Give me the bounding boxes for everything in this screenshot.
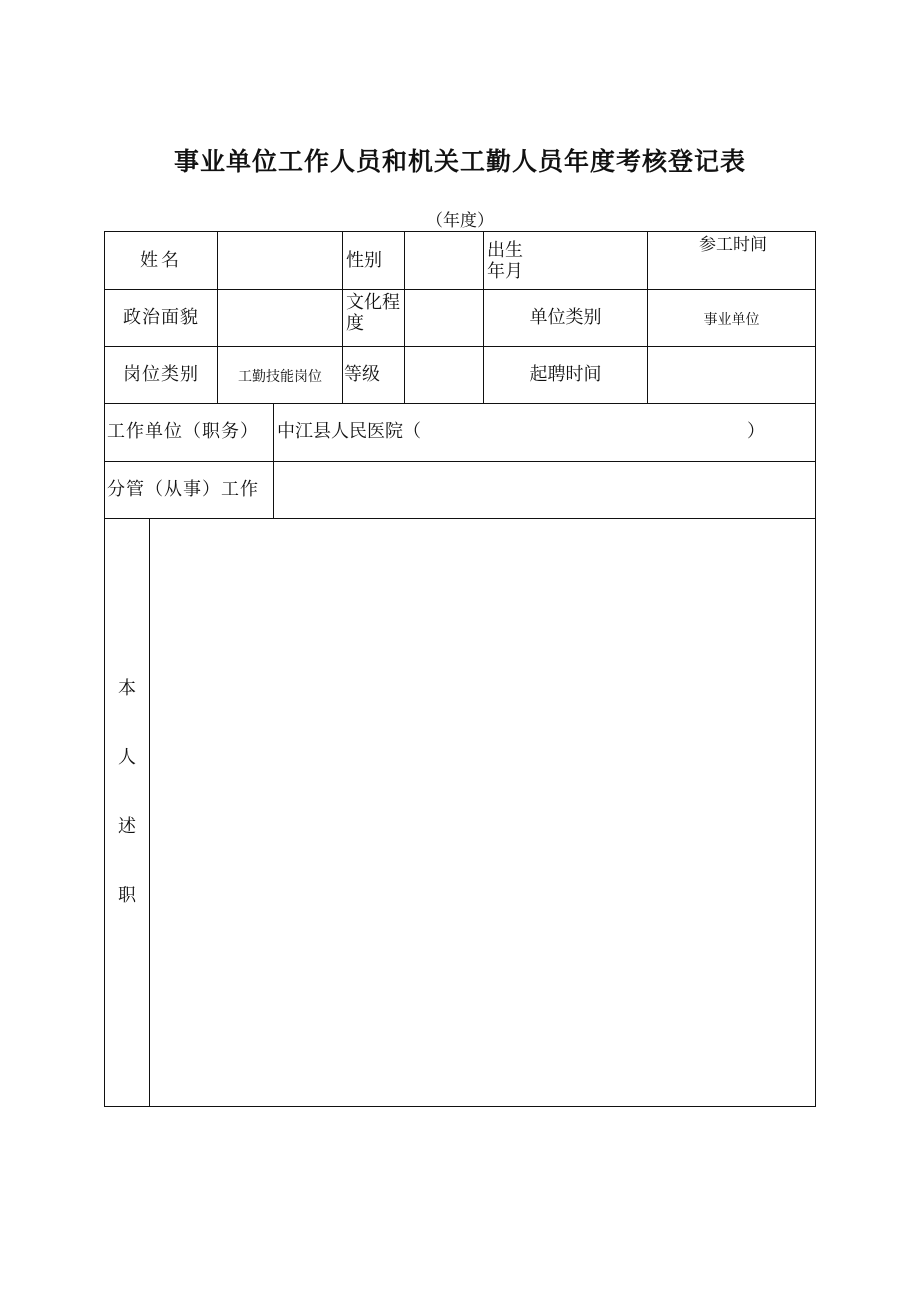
form-title: 事业单位工作人员和机关工勤人员年度考核登记表 <box>173 147 746 176</box>
hire-date-label: 起聘时间 <box>529 364 602 385</box>
gender-field[interactable] <box>405 232 483 289</box>
work-unit-value: 中江县人民医院（ <box>277 421 421 442</box>
self-report-char: 人 <box>118 747 136 768</box>
post-type-label: 岗位类别 <box>123 364 199 385</box>
political-label: 政治面貌 <box>123 307 199 328</box>
grade-field[interactable] <box>405 347 483 403</box>
work-unit-field[interactable] <box>435 404 745 461</box>
work-unit-close: ） <box>747 421 765 442</box>
post-type-value: 工勤技能岗位 <box>238 369 322 385</box>
birth-field[interactable] <box>535 232 647 289</box>
grade-label: 等级 <box>344 364 380 385</box>
unit-type-value: 事业单位 <box>703 312 760 328</box>
managed-work-field[interactable] <box>274 462 815 518</box>
education-label: 文化程 度 <box>346 292 400 334</box>
name-label: 姓名 <box>140 250 182 271</box>
assessment-form <box>104 231 816 1107</box>
managed-work-label: 分管（从事）工作 <box>107 479 259 500</box>
hire-date-field[interactable] <box>648 347 815 403</box>
education-field[interactable] <box>405 290 483 346</box>
unit-type-label: 单位类别 <box>529 307 602 328</box>
self-report-char: 述 <box>118 816 136 837</box>
birth-label: 出生 年月 <box>487 240 523 282</box>
year-label: （年度） <box>426 211 494 231</box>
name-field[interactable] <box>218 232 342 289</box>
col-divider <box>342 232 343 403</box>
work-start-label: 参工时间 <box>699 235 767 255</box>
self-report-char: 本 <box>118 678 136 699</box>
self-report-char: 职 <box>118 885 136 906</box>
political-field[interactable] <box>218 290 342 346</box>
gender-label: 性别 <box>346 250 382 271</box>
work-unit-label: 工作单位（职务） <box>107 421 259 442</box>
self-report-field[interactable] <box>150 519 815 1106</box>
work-start-field[interactable] <box>648 258 815 289</box>
